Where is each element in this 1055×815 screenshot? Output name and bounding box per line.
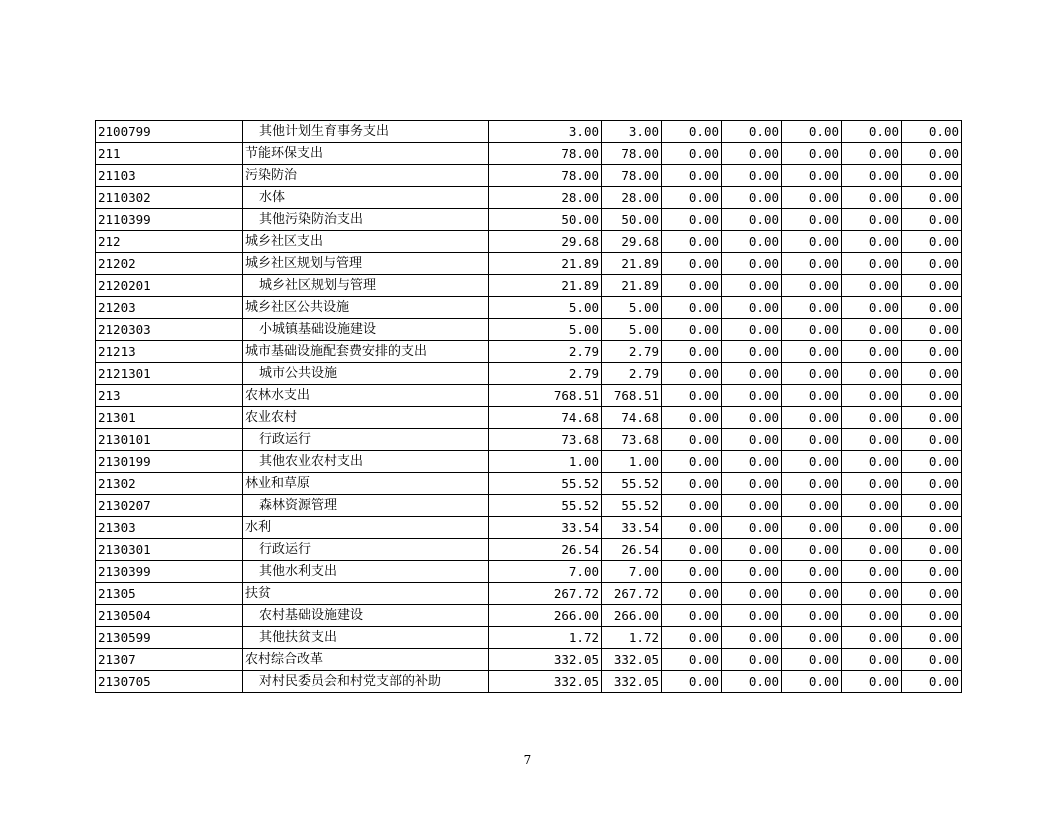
table-row [96,121,962,143]
amount-cell: 0.00 [722,187,782,209]
table-row [96,297,962,319]
subject-code-cell: 213 [96,385,243,407]
amount-cell: 332.05 [489,649,602,671]
amount-cell: 0.00 [842,429,902,451]
amount-cell: 0.00 [842,473,902,495]
amount-cell: 1.00 [489,451,602,473]
subject-name-cell: 行政运行 [243,429,489,451]
subject-name-cell: 城市公共设施 [243,363,489,385]
table-row [96,407,962,429]
subject-name-cell: 城市基础设施配套费安排的支出 [243,341,489,363]
table-row [96,429,962,451]
amount-cell: 0.00 [782,143,842,165]
amount-cell: 0.00 [902,209,962,231]
amount-cell: 332.05 [602,649,662,671]
amount-cell: 73.68 [602,429,662,451]
amount-cell: 0.00 [722,561,782,583]
subject-code-cell: 2130301 [96,539,243,561]
amount-cell: 0.00 [902,605,962,627]
amount-cell: 50.00 [602,209,662,231]
table-row [96,649,962,671]
subject-code-cell: 2120303 [96,319,243,341]
amount-cell: 21.89 [489,253,602,275]
amount-cell: 0.00 [722,671,782,693]
amount-cell: 0.00 [662,319,722,341]
subject-code-cell: 21202 [96,253,243,275]
amount-cell: 0.00 [782,451,842,473]
amount-cell: 0.00 [662,561,722,583]
amount-cell: 0.00 [842,275,902,297]
subject-code-cell: 21307 [96,649,243,671]
amount-cell: 0.00 [722,319,782,341]
amount-cell: 0.00 [662,627,722,649]
amount-cell: 0.00 [662,165,722,187]
amount-cell: 0.00 [782,231,842,253]
amount-cell: 0.00 [662,341,722,363]
amount-cell: 78.00 [602,165,662,187]
amount-cell: 266.00 [602,605,662,627]
amount-cell: 5.00 [489,319,602,341]
amount-cell: 0.00 [842,561,902,583]
amount-cell: 0.00 [842,187,902,209]
amount-cell: 0.00 [662,121,722,143]
amount-cell: 0.00 [662,539,722,561]
amount-cell: 0.00 [842,363,902,385]
amount-cell: 1.00 [602,451,662,473]
amount-cell: 0.00 [722,209,782,231]
amount-cell: 0.00 [722,407,782,429]
subject-name-cell: 对村民委员会和村党支部的补助 [243,671,489,693]
amount-cell: 0.00 [842,231,902,253]
amount-cell: 3.00 [602,121,662,143]
table-row [96,671,962,693]
amount-cell: 0.00 [722,605,782,627]
subject-code-cell: 2130399 [96,561,243,583]
amount-cell: 0.00 [782,187,842,209]
subject-name-cell: 农村基础设施建设 [243,605,489,627]
amount-cell: 0.00 [902,561,962,583]
amount-cell: 0.00 [722,341,782,363]
amount-cell: 0.00 [782,341,842,363]
amount-cell: 0.00 [842,143,902,165]
amount-cell: 0.00 [842,583,902,605]
subject-name-cell: 节能环保支出 [243,143,489,165]
amount-cell: 0.00 [782,517,842,539]
amount-cell: 28.00 [489,187,602,209]
amount-cell: 33.54 [602,517,662,539]
amount-cell: 267.72 [489,583,602,605]
amount-cell: 0.00 [782,407,842,429]
amount-cell: 0.00 [902,121,962,143]
amount-cell: 74.68 [489,407,602,429]
amount-cell: 0.00 [722,121,782,143]
amount-cell: 0.00 [662,605,722,627]
amount-cell: 0.00 [842,319,902,341]
amount-cell: 0.00 [842,385,902,407]
amount-cell: 0.00 [782,649,842,671]
table-row [96,231,962,253]
amount-cell: 0.00 [902,341,962,363]
amount-cell: 0.00 [902,495,962,517]
amount-cell: 0.00 [842,649,902,671]
subject-name-cell: 污染防治 [243,165,489,187]
subject-name-cell: 城乡社区规划与管理 [243,253,489,275]
subject-code-cell: 21301 [96,407,243,429]
table-row [96,341,962,363]
amount-cell: 0.00 [902,517,962,539]
amount-cell: 0.00 [782,429,842,451]
subject-code-cell: 2110399 [96,209,243,231]
subject-code-cell: 2130504 [96,605,243,627]
amount-cell: 332.05 [602,671,662,693]
amount-cell: 3.00 [489,121,602,143]
amount-cell: 5.00 [602,297,662,319]
subject-code-cell: 21302 [96,473,243,495]
table-row [96,473,962,495]
amount-cell: 5.00 [489,297,602,319]
amount-cell: 0.00 [902,473,962,495]
amount-cell: 0.00 [722,275,782,297]
amount-cell: 0.00 [902,165,962,187]
amount-cell: 0.00 [662,275,722,297]
amount-cell: 0.00 [782,121,842,143]
amount-cell: 2.79 [489,341,602,363]
amount-cell: 0.00 [842,605,902,627]
subject-name-cell: 其他农业农村支出 [243,451,489,473]
subject-name-cell: 城乡社区规划与管理 [243,275,489,297]
amount-cell: 0.00 [782,583,842,605]
amount-cell: 55.52 [602,495,662,517]
table-body [96,121,962,693]
amount-cell: 33.54 [489,517,602,539]
amount-cell: 0.00 [662,517,722,539]
table-row [96,451,962,473]
amount-cell: 0.00 [722,253,782,275]
amount-cell: 55.52 [489,473,602,495]
amount-cell: 0.00 [662,187,722,209]
subject-name-cell: 林业和草原 [243,473,489,495]
subject-name-cell: 其他污染防治支出 [243,209,489,231]
amount-cell: 2.79 [602,341,662,363]
amount-cell: 73.68 [489,429,602,451]
amount-cell: 0.00 [782,627,842,649]
subject-name-cell: 其他扶贫支出 [243,627,489,649]
amount-cell: 0.00 [902,649,962,671]
page-number: 7 [523,753,532,767]
table-row [96,495,962,517]
subject-code-cell: 21305 [96,583,243,605]
amount-cell: 0.00 [842,517,902,539]
amount-cell: 266.00 [489,605,602,627]
amount-cell: 0.00 [902,627,962,649]
subject-code-cell: 21103 [96,165,243,187]
amount-cell: 1.72 [489,627,602,649]
table-row [96,143,962,165]
amount-cell: 0.00 [662,583,722,605]
amount-cell: 0.00 [782,385,842,407]
subject-code-cell: 2100799 [96,121,243,143]
subject-name-cell: 农村综合改革 [243,649,489,671]
amount-cell: 29.68 [602,231,662,253]
table-row [96,605,962,627]
amount-cell: 0.00 [662,143,722,165]
amount-cell: 50.00 [489,209,602,231]
amount-cell: 0.00 [722,231,782,253]
amount-cell: 0.00 [842,407,902,429]
amount-cell: 0.00 [842,627,902,649]
amount-cell: 0.00 [722,297,782,319]
amount-cell: 29.68 [489,231,602,253]
amount-cell: 0.00 [662,363,722,385]
subject-code-cell: 21303 [96,517,243,539]
amount-cell: 0.00 [902,187,962,209]
subject-name-cell: 森林资源管理 [243,495,489,517]
amount-cell: 0.00 [902,539,962,561]
amount-cell: 55.52 [489,495,602,517]
amount-cell: 5.00 [602,319,662,341]
subject-code-cell: 2110302 [96,187,243,209]
amount-cell: 0.00 [842,539,902,561]
amount-cell: 28.00 [602,187,662,209]
amount-cell: 0.00 [902,143,962,165]
amount-cell: 0.00 [722,385,782,407]
amount-cell: 1.72 [602,627,662,649]
amount-cell: 0.00 [782,539,842,561]
subject-code-cell: 2130207 [96,495,243,517]
amount-cell: 21.89 [602,253,662,275]
amount-cell: 0.00 [842,671,902,693]
amount-cell: 0.00 [842,495,902,517]
amount-cell: 0.00 [662,495,722,517]
amount-cell: 0.00 [902,297,962,319]
subject-name-cell: 其他计划生育事务支出 [243,121,489,143]
amount-cell: 0.00 [902,231,962,253]
amount-cell: 0.00 [722,429,782,451]
table-row [96,561,962,583]
subject-code-cell: 2121301 [96,363,243,385]
table-row [96,275,962,297]
budget-table [95,120,962,693]
amount-cell: 0.00 [902,583,962,605]
table-row [96,253,962,275]
amount-cell: 0.00 [902,407,962,429]
amount-cell: 768.51 [602,385,662,407]
amount-cell: 0.00 [902,385,962,407]
amount-cell: 0.00 [842,121,902,143]
amount-cell: 21.89 [602,275,662,297]
amount-cell: 0.00 [662,297,722,319]
amount-cell: 78.00 [602,143,662,165]
amount-cell: 0.00 [722,649,782,671]
amount-cell: 0.00 [842,341,902,363]
amount-cell: 0.00 [722,583,782,605]
amount-cell: 0.00 [902,451,962,473]
amount-cell: 0.00 [842,253,902,275]
amount-cell: 21.89 [489,275,602,297]
amount-cell: 2.79 [489,363,602,385]
amount-cell: 0.00 [902,275,962,297]
amount-cell: 7.00 [602,561,662,583]
subject-code-cell: 2130101 [96,429,243,451]
table-row [96,517,962,539]
amount-cell: 0.00 [902,253,962,275]
amount-cell: 0.00 [782,297,842,319]
subject-code-cell: 2120201 [96,275,243,297]
subject-code-cell: 212 [96,231,243,253]
amount-cell: 0.00 [662,671,722,693]
amount-cell: 0.00 [662,429,722,451]
amount-cell: 0.00 [902,363,962,385]
amount-cell: 0.00 [722,165,782,187]
amount-cell: 0.00 [662,451,722,473]
amount-cell: 26.54 [489,539,602,561]
amount-cell: 0.00 [842,209,902,231]
amount-cell: 0.00 [782,209,842,231]
table-row [96,363,962,385]
amount-cell: 7.00 [489,561,602,583]
subject-code-cell: 2130199 [96,451,243,473]
amount-cell: 0.00 [662,473,722,495]
amount-cell: 0.00 [722,143,782,165]
amount-cell: 26.54 [602,539,662,561]
amount-cell: 0.00 [662,231,722,253]
subject-name-cell: 其他水利支出 [243,561,489,583]
amount-cell: 0.00 [722,495,782,517]
table-row [96,385,962,407]
table-row [96,209,962,231]
amount-cell: 0.00 [662,253,722,275]
amount-cell: 0.00 [662,407,722,429]
subject-name-cell: 水体 [243,187,489,209]
subject-name-cell: 城乡社区支出 [243,231,489,253]
amount-cell: 0.00 [842,451,902,473]
amount-cell: 0.00 [842,297,902,319]
table-row [96,539,962,561]
amount-cell: 0.00 [902,671,962,693]
subject-name-cell: 行政运行 [243,539,489,561]
amount-cell: 78.00 [489,165,602,187]
amount-cell: 0.00 [842,165,902,187]
subject-name-cell: 水利 [243,517,489,539]
amount-cell: 0.00 [902,319,962,341]
table-row [96,165,962,187]
amount-cell: 267.72 [602,583,662,605]
amount-cell: 0.00 [782,253,842,275]
amount-cell: 0.00 [782,319,842,341]
subject-code-cell: 2130705 [96,671,243,693]
amount-cell: 0.00 [782,605,842,627]
amount-cell: 74.68 [602,407,662,429]
amount-cell: 0.00 [782,275,842,297]
amount-cell: 768.51 [489,385,602,407]
amount-cell: 0.00 [782,363,842,385]
subject-code-cell: 21203 [96,297,243,319]
table-row [96,627,962,649]
subject-code-cell: 2130599 [96,627,243,649]
amount-cell: 0.00 [782,561,842,583]
table-row [96,187,962,209]
amount-cell: 0.00 [662,385,722,407]
subject-name-cell: 小城镇基础设施建设 [243,319,489,341]
subject-name-cell: 农业农村 [243,407,489,429]
subject-name-cell: 扶贫 [243,583,489,605]
subject-name-cell: 农林水支出 [243,385,489,407]
amount-cell: 0.00 [782,473,842,495]
amount-cell: 0.00 [662,649,722,671]
amount-cell: 0.00 [782,165,842,187]
amount-cell: 78.00 [489,143,602,165]
amount-cell: 0.00 [782,495,842,517]
table-row [96,583,962,605]
subject-code-cell: 211 [96,143,243,165]
amount-cell: 0.00 [722,473,782,495]
subject-name-cell: 城乡社区公共设施 [243,297,489,319]
amount-cell: 55.52 [602,473,662,495]
subject-code-cell: 21213 [96,341,243,363]
amount-cell: 0.00 [902,429,962,451]
amount-cell: 0.00 [722,517,782,539]
amount-cell: 0.00 [722,539,782,561]
table-row [96,319,962,341]
amount-cell: 0.00 [722,363,782,385]
amount-cell: 0.00 [782,671,842,693]
amount-cell: 2.79 [602,363,662,385]
amount-cell: 0.00 [722,627,782,649]
amount-cell: 332.05 [489,671,602,693]
amount-cell: 0.00 [662,209,722,231]
amount-cell: 0.00 [722,451,782,473]
